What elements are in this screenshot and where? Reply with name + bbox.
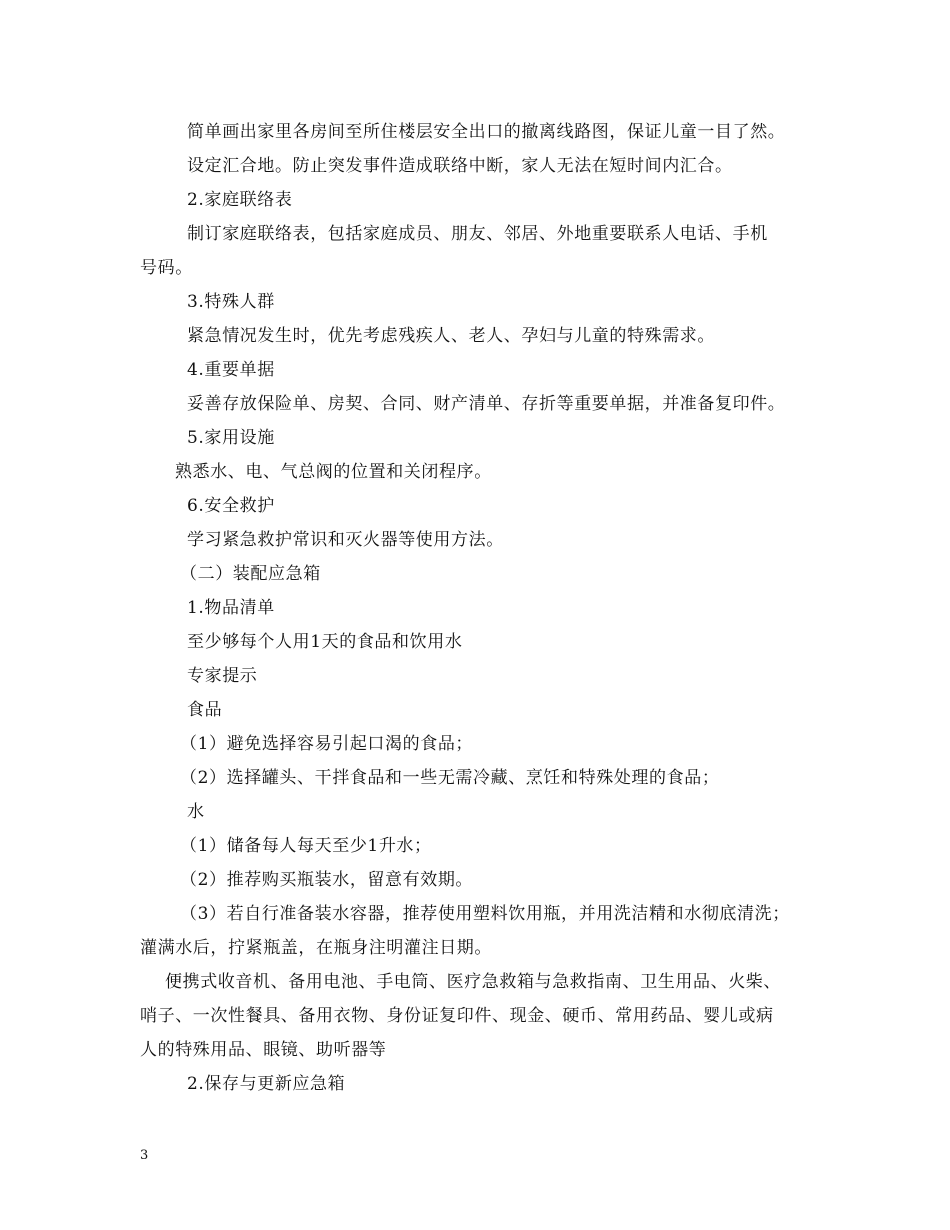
section-heading: 1.物品清单 [187,598,275,618]
text-line: 专家提示 [187,666,258,686]
list-item: （1）储备每人每天至少1升水； [180,836,432,856]
text-line: 学习紧急救护常识和灭火器等使用方法。 [187,530,504,550]
text-line: 号码。 [140,258,193,278]
text-line: 食品 [187,700,223,720]
section-heading: 4.重要单据 [187,360,275,380]
section-heading: 2.保存与更新应急箱 [187,1074,346,1094]
list-item: （2）选择罐头、干拌食品和一些无需冷藏、烹饪和特殊处理的食品； [180,768,720,788]
text-line: 简单画出家里各房间至所住楼层安全出口的撤离线路图，保证儿童一目了然。 [187,122,786,142]
section-heading: 2.家庭联络表 [187,190,293,210]
text-line: 制订家庭联络表，包括家庭成员、朋友、邻居、外地重要联系人电话、手机 [187,224,768,244]
list-item: （2）推荐购买瓶装水，留意有效期。 [180,870,474,890]
list-item: （1）避免选择容易引起口渴的食品； [180,734,474,754]
section-heading: 5.家用设施 [187,428,275,448]
text-line: 哨子、一次性餐具、备用衣物、身份证复印件、现金、硬币、常用药品、婴儿或病 [140,1006,774,1026]
text-line: 人的特殊用品、眼镜、助听器等 [140,1040,387,1060]
text-line: 设定汇合地。防止突发事件造成联络中断，家人无法在短时间内汇合。 [187,156,733,176]
text-line: 熟悉水、电、气总阀的位置和关闭程序。 [175,462,492,482]
text-line: 紧急情况发生时，优先考虑残疾人、老人、孕妇与儿童的特殊需求。 [187,326,715,346]
text-line: 水 [187,802,205,822]
list-item: （3）若自行准备装水容器，推荐使用塑料饮用瓶，并用洗洁精和水彻底清洗； [180,904,790,924]
text-line: 便携式收音机、备用电池、手电筒、医疗急救箱与急救指南、卫生用品、火柴、 [165,972,781,992]
section-heading: 6.安全救护 [187,496,275,516]
section-heading: （二）装配应急箱 [180,564,321,584]
text-line: 妥善存放保险单、房契、合同、财产清单、存折等重要单据，并准备复印件。 [187,394,786,414]
text-line: 至少够每个人用1天的食品和饮用水 [187,632,463,652]
section-heading: 3.特殊人群 [187,292,275,312]
page-number: 3 [140,1148,149,1163]
text-line: 灌满水后，拧紧瓶盖，在瓶身注明灌注日期。 [140,938,492,958]
